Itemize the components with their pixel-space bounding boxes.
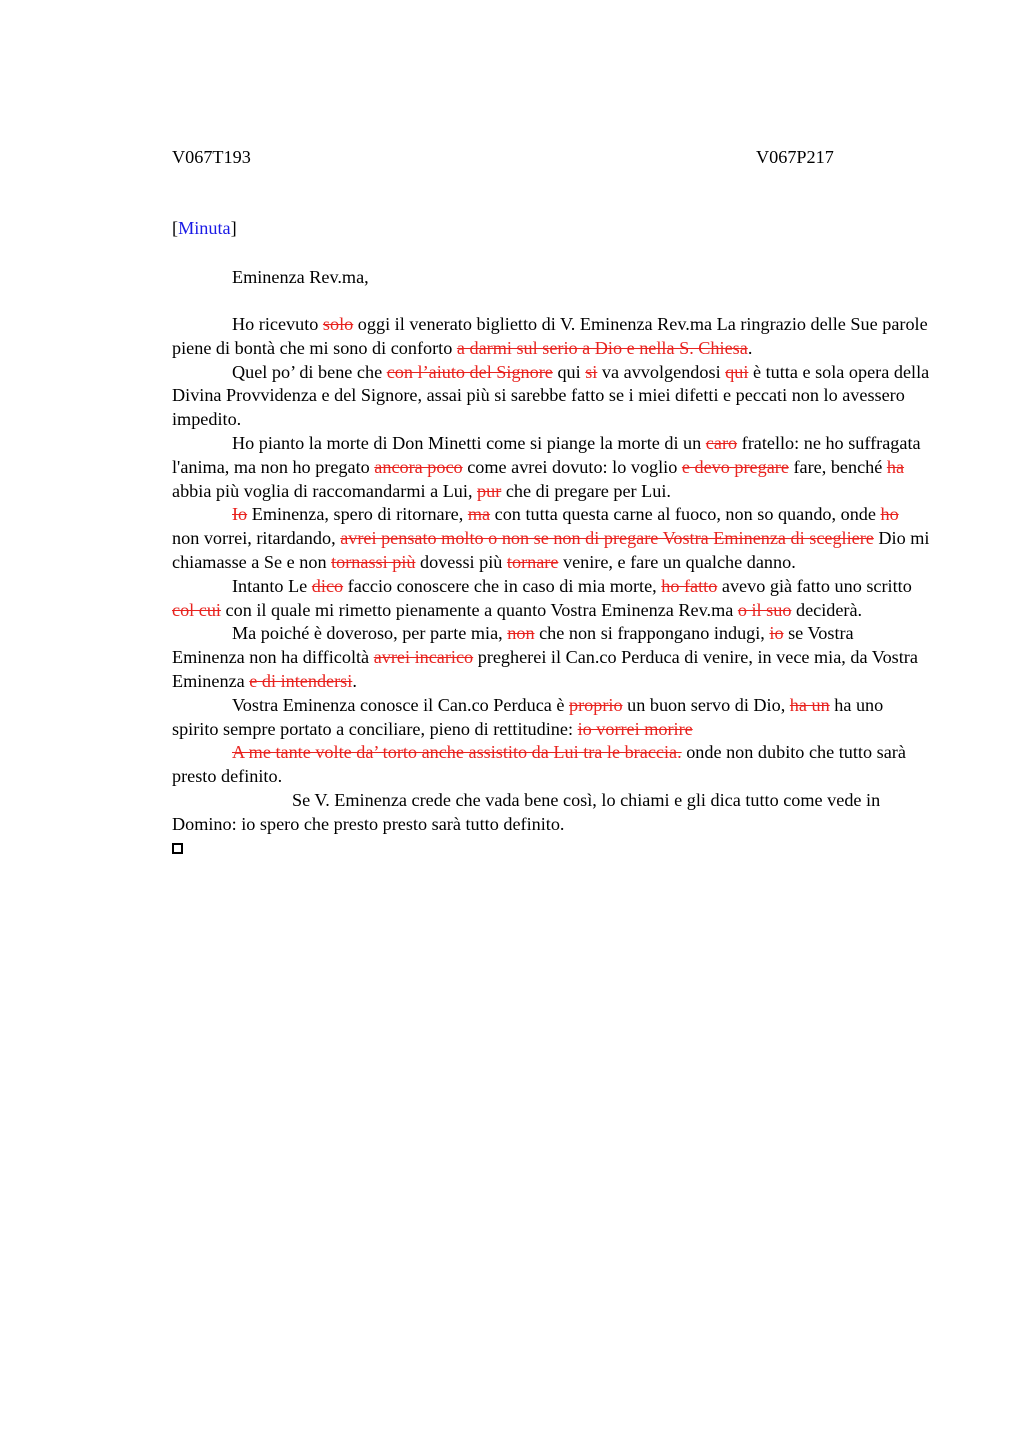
paragraph-text: Intanto Le bbox=[232, 575, 312, 596]
document-header bbox=[172, 146, 930, 170]
deleted-text: ho fatto bbox=[661, 575, 718, 596]
deleted-text: ha bbox=[886, 456, 905, 477]
paragraph-text: avevo già fatto uno scritto bbox=[717, 575, 912, 596]
paragraph-text: Vostra Eminenza conosce il Can.co Perduca è bbox=[232, 694, 570, 715]
paragraph-text: un buon servo di Dio, bbox=[622, 694, 790, 715]
paragraph-text: Quel po’ di bene che bbox=[232, 361, 387, 382]
letter-body bbox=[172, 313, 930, 854]
paragraph-text: Ma poiché è doveroso, per parte mia, bbox=[232, 623, 508, 644]
letter-paragraph bbox=[172, 313, 930, 361]
paragraph-text: come avrei dovuto: lo voglio bbox=[462, 456, 682, 477]
deleted-text: a darmi sul serio a Dio e nella S. Chiesa bbox=[456, 337, 748, 358]
right-reference-code: V067P217 bbox=[756, 147, 834, 167]
paragraph-text: ha uno spirito sempre portato a conciliare, pieno di rettitudine: bbox=[172, 694, 884, 739]
paragraph-text: Ho ricevuto bbox=[232, 314, 323, 334]
letter-paragraph bbox=[172, 789, 930, 837]
paragraph-text: deciderà. bbox=[791, 599, 863, 620]
draft-label-open: [ bbox=[172, 218, 179, 238]
deleted-text: Io bbox=[232, 504, 248, 525]
paragraph-text: faccio conoscere che in caso di mia morte, bbox=[343, 575, 662, 596]
paragraph-text: . bbox=[747, 337, 753, 358]
empty-square-icon bbox=[172, 843, 183, 854]
deleted-text: ancora poco bbox=[374, 456, 463, 477]
paragraph-text: Ho pianto la morte di Don Minetti come si piange la morte di un bbox=[232, 432, 706, 453]
salutation: Eminenza Rev.ma, bbox=[232, 267, 369, 287]
paragraph-text: qui bbox=[552, 361, 586, 382]
paragraph-text: abbia più voglia di raccomandarmi a Lui, bbox=[172, 480, 478, 501]
letter-paragraph bbox=[172, 432, 930, 503]
paragraph-text: è tutta e sola opera della Divina Provvidenza e del Signore, assai più si sarebbe fatto se i miei difetti e peccati non lo avessero impedito. bbox=[172, 361, 930, 430]
paragraph-text: Se V. Eminenza crede che vada bene così, lo chiami e gli dica tutto come vede in Domino: io spero che presto presto sarà tutto definito. bbox=[172, 789, 881, 834]
deleted-text: A me tante volte da’ torto anche assistito da Lui tra le braccia. bbox=[232, 742, 682, 763]
deleted-text: si bbox=[585, 361, 598, 382]
letter-paragraph bbox=[172, 694, 930, 742]
paragraph-text: dovessi più bbox=[415, 551, 507, 572]
deleted-text: io vorrei morire bbox=[577, 718, 693, 739]
paragraph-text: Eminenza, spero di ritornare, bbox=[247, 504, 468, 525]
deleted-text: e di intendersi bbox=[249, 670, 353, 691]
deleted-text: ma bbox=[467, 504, 491, 525]
paragraph-text: venire, e fare un qualche danno. bbox=[558, 551, 796, 572]
paragraph-text: oggi il venerato biglietto di V. Eminenza Rev.ma La ringrazio delle Sue parole piene di bontà che mi sono di conforto bbox=[172, 314, 928, 358]
deleted-text: qui bbox=[725, 361, 749, 382]
paragraph-text: fratello: ne ho suffragata l'anima, ma non ho pregato bbox=[172, 432, 921, 477]
deleted-text: ho bbox=[880, 504, 899, 525]
deleted-text: avrei pensato molto o non se non di pregare Vostra Eminenza di scegliere bbox=[340, 528, 874, 549]
paragraph-text: se Vostra Eminenza non ha difficoltà bbox=[172, 623, 854, 668]
deleted-text: dico bbox=[311, 575, 344, 596]
paragraph-text: con il quale mi rimetto pienamente a quanto Vostra Eminenza Rev.ma bbox=[221, 599, 738, 620]
paragraph-text: che non si frappongano indugi, bbox=[534, 623, 770, 644]
deleted-text: avrei incarico bbox=[373, 647, 474, 668]
paragraph-text: . bbox=[352, 670, 357, 691]
letter-paragraph bbox=[172, 575, 930, 623]
paragraph-text: fare, benché bbox=[788, 456, 887, 477]
letter-paragraph bbox=[172, 361, 930, 432]
paragraph-text: con tutta questa carne al fuoco, non so quando, onde bbox=[490, 504, 881, 525]
deleted-text: io bbox=[769, 623, 784, 644]
paragraph-text: onde non dubito che tutto sarà presto definito. bbox=[172, 742, 906, 787]
paragraph-text: Dio mi chiamasse a Se e non bbox=[172, 528, 930, 572]
deleted-text: con l’aiuto del Signore bbox=[386, 361, 553, 382]
deleted-text: tornassi più bbox=[331, 551, 416, 572]
deleted-text: e devo pregare bbox=[681, 456, 789, 477]
deleted-text: proprio bbox=[569, 694, 623, 715]
deleted-text: solo bbox=[322, 314, 354, 334]
left-reference-code: V067T193 bbox=[172, 147, 251, 167]
draft-label-close: ] bbox=[230, 218, 237, 238]
deleted-text: o il suo bbox=[737, 599, 792, 620]
letter-paragraph bbox=[172, 503, 930, 574]
deleted-text: non bbox=[507, 623, 535, 644]
draft-label bbox=[172, 217, 237, 241]
paragraph-text: che di pregare per Lui. bbox=[501, 480, 671, 501]
draft-label-word: Minuta bbox=[178, 218, 231, 238]
deleted-text: pur bbox=[477, 480, 502, 501]
letter-paragraph bbox=[172, 622, 930, 693]
paragraph-text: non vorrei, ritardando, bbox=[172, 528, 341, 549]
deleted-text: ha un bbox=[789, 694, 830, 715]
deleted-text: caro bbox=[705, 432, 738, 453]
deleted-text: tornare bbox=[506, 551, 559, 572]
deleted-text: col cui bbox=[172, 599, 221, 620]
letter-paragraph bbox=[172, 741, 930, 789]
paragraph-text: pregherei il Can.co Perduca di venire, in vece mia, da Vostra Eminenza bbox=[172, 647, 918, 691]
paragraph-text: va avvolgendosi bbox=[597, 361, 726, 382]
